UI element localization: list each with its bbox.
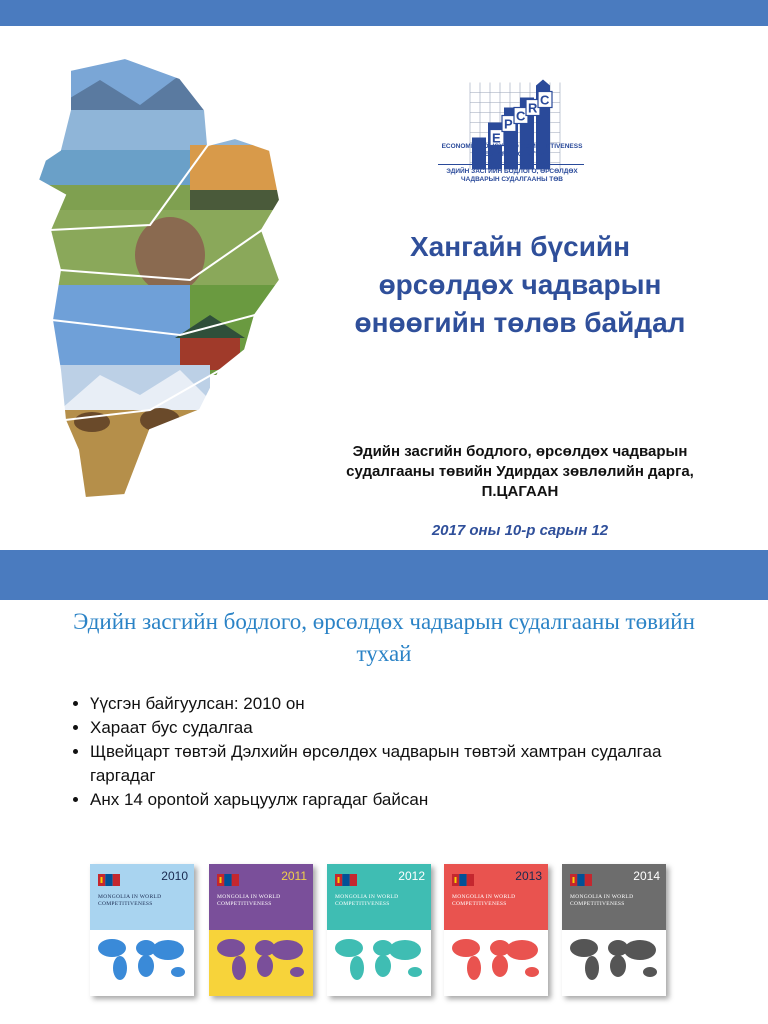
bullet-item: • Анх 14 орontой харьцуулж гаргадаг байсан: [90, 788, 730, 812]
world-map-icon: [331, 934, 427, 984]
title-line-1: Хангайн бүсийн: [409, 231, 631, 262]
cover-title: MONGOLIA IN WORLD COMPETITIVENESS: [98, 894, 162, 907]
cover-year: 2011: [281, 869, 307, 883]
presenter-info: [300, 442, 740, 502]
logo-mongolian-name: ЭДИЙН ЗАСГИЙН БОДЛОГО, ӨРСӨЛДӨХ ЧАДВАРЫН СУДАЛГААНЫ ТӨВ: [446, 168, 578, 183]
mongolia-flag-icon: [98, 874, 120, 886]
logo-letter-c: C: [516, 108, 526, 124]
heading-line-1: Эдийн засгийн бодлого, өрсөлдөх чадварын судалгааны төвийн: [73, 609, 695, 634]
cover-year: 2012: [398, 869, 425, 883]
report-cover-2010: [90, 864, 194, 996]
logo-letter-e: E: [492, 130, 501, 146]
report-cover-2014: [562, 864, 666, 996]
cover-year: 2010: [161, 869, 188, 883]
world-map-icon: [566, 934, 662, 984]
bullet-item: • Щвейцарт төвтэй Дэлхийн өрсөлдөх чадварын төвтэй хамтран судалгаа гаргадаг: [90, 740, 730, 788]
region-photo-collage-map: [30, 50, 290, 500]
logo-divider: [438, 164, 584, 165]
slide-separator-band: [0, 550, 768, 600]
report-cover-2011: [209, 864, 313, 996]
bullet-item: • Хараат бус судалгаа: [90, 716, 730, 740]
report-cover-2013: [444, 864, 548, 996]
cover-title: MONGOLIA IN WORLD COMPETITIVENESS: [570, 894, 634, 907]
presentation-date: 2017 оны 10-р сарын 12: [431, 522, 609, 539]
author-name: П.ЦАГААН: [481, 483, 559, 500]
bullet-item: • Үүсгэн байгуулсан: 2010 он: [90, 692, 730, 716]
cover-title: MONGOLIA IN WORLD COMPETITIVENESS: [217, 894, 281, 907]
report-cover-2012: [327, 864, 431, 996]
about-bullet-list: [70, 692, 730, 812]
world-map-icon: [94, 934, 190, 984]
logo-letter-p: P: [504, 116, 513, 132]
heading-line-2: тухай: [356, 641, 412, 666]
logo-letter-r: R: [528, 100, 538, 116]
title-line-3: өнөөгийн төлөв байдал: [354, 307, 686, 338]
mongolia-flag-icon: [570, 874, 592, 886]
mongolia-flag-icon: [335, 874, 357, 886]
logo-letter-c2: C: [540, 92, 550, 108]
top-band: [0, 0, 768, 26]
cover-year: 2013: [515, 869, 542, 883]
cover-title: MONGOLIA IN WORLD COMPETITIVENESS: [452, 894, 516, 907]
world-map-icon: [213, 934, 309, 984]
cover-year: 2014: [633, 869, 660, 883]
author-line-2: судалгааны төвийн Удирдах зөвлөлийн дарга,: [346, 463, 694, 480]
slide-2-heading: [20, 606, 748, 670]
cover-title: MONGOLIA IN WORLD COMPETITIVENESS: [335, 894, 399, 907]
slide-title: [310, 228, 730, 342]
logo-english-name: ECONOMIC POLICY AND COMPETITIVENESS RESEARCH CENTER: [441, 143, 583, 158]
title-line-2: өрсөлдөх чадварын: [378, 269, 662, 300]
mongolia-flag-icon: [217, 874, 239, 886]
author-line-1: Эдийн засгийн бодлого, өрсөлдөх чадварын: [352, 443, 688, 460]
world-map-icon: [448, 934, 544, 984]
mongolia-flag-icon: [452, 874, 474, 886]
